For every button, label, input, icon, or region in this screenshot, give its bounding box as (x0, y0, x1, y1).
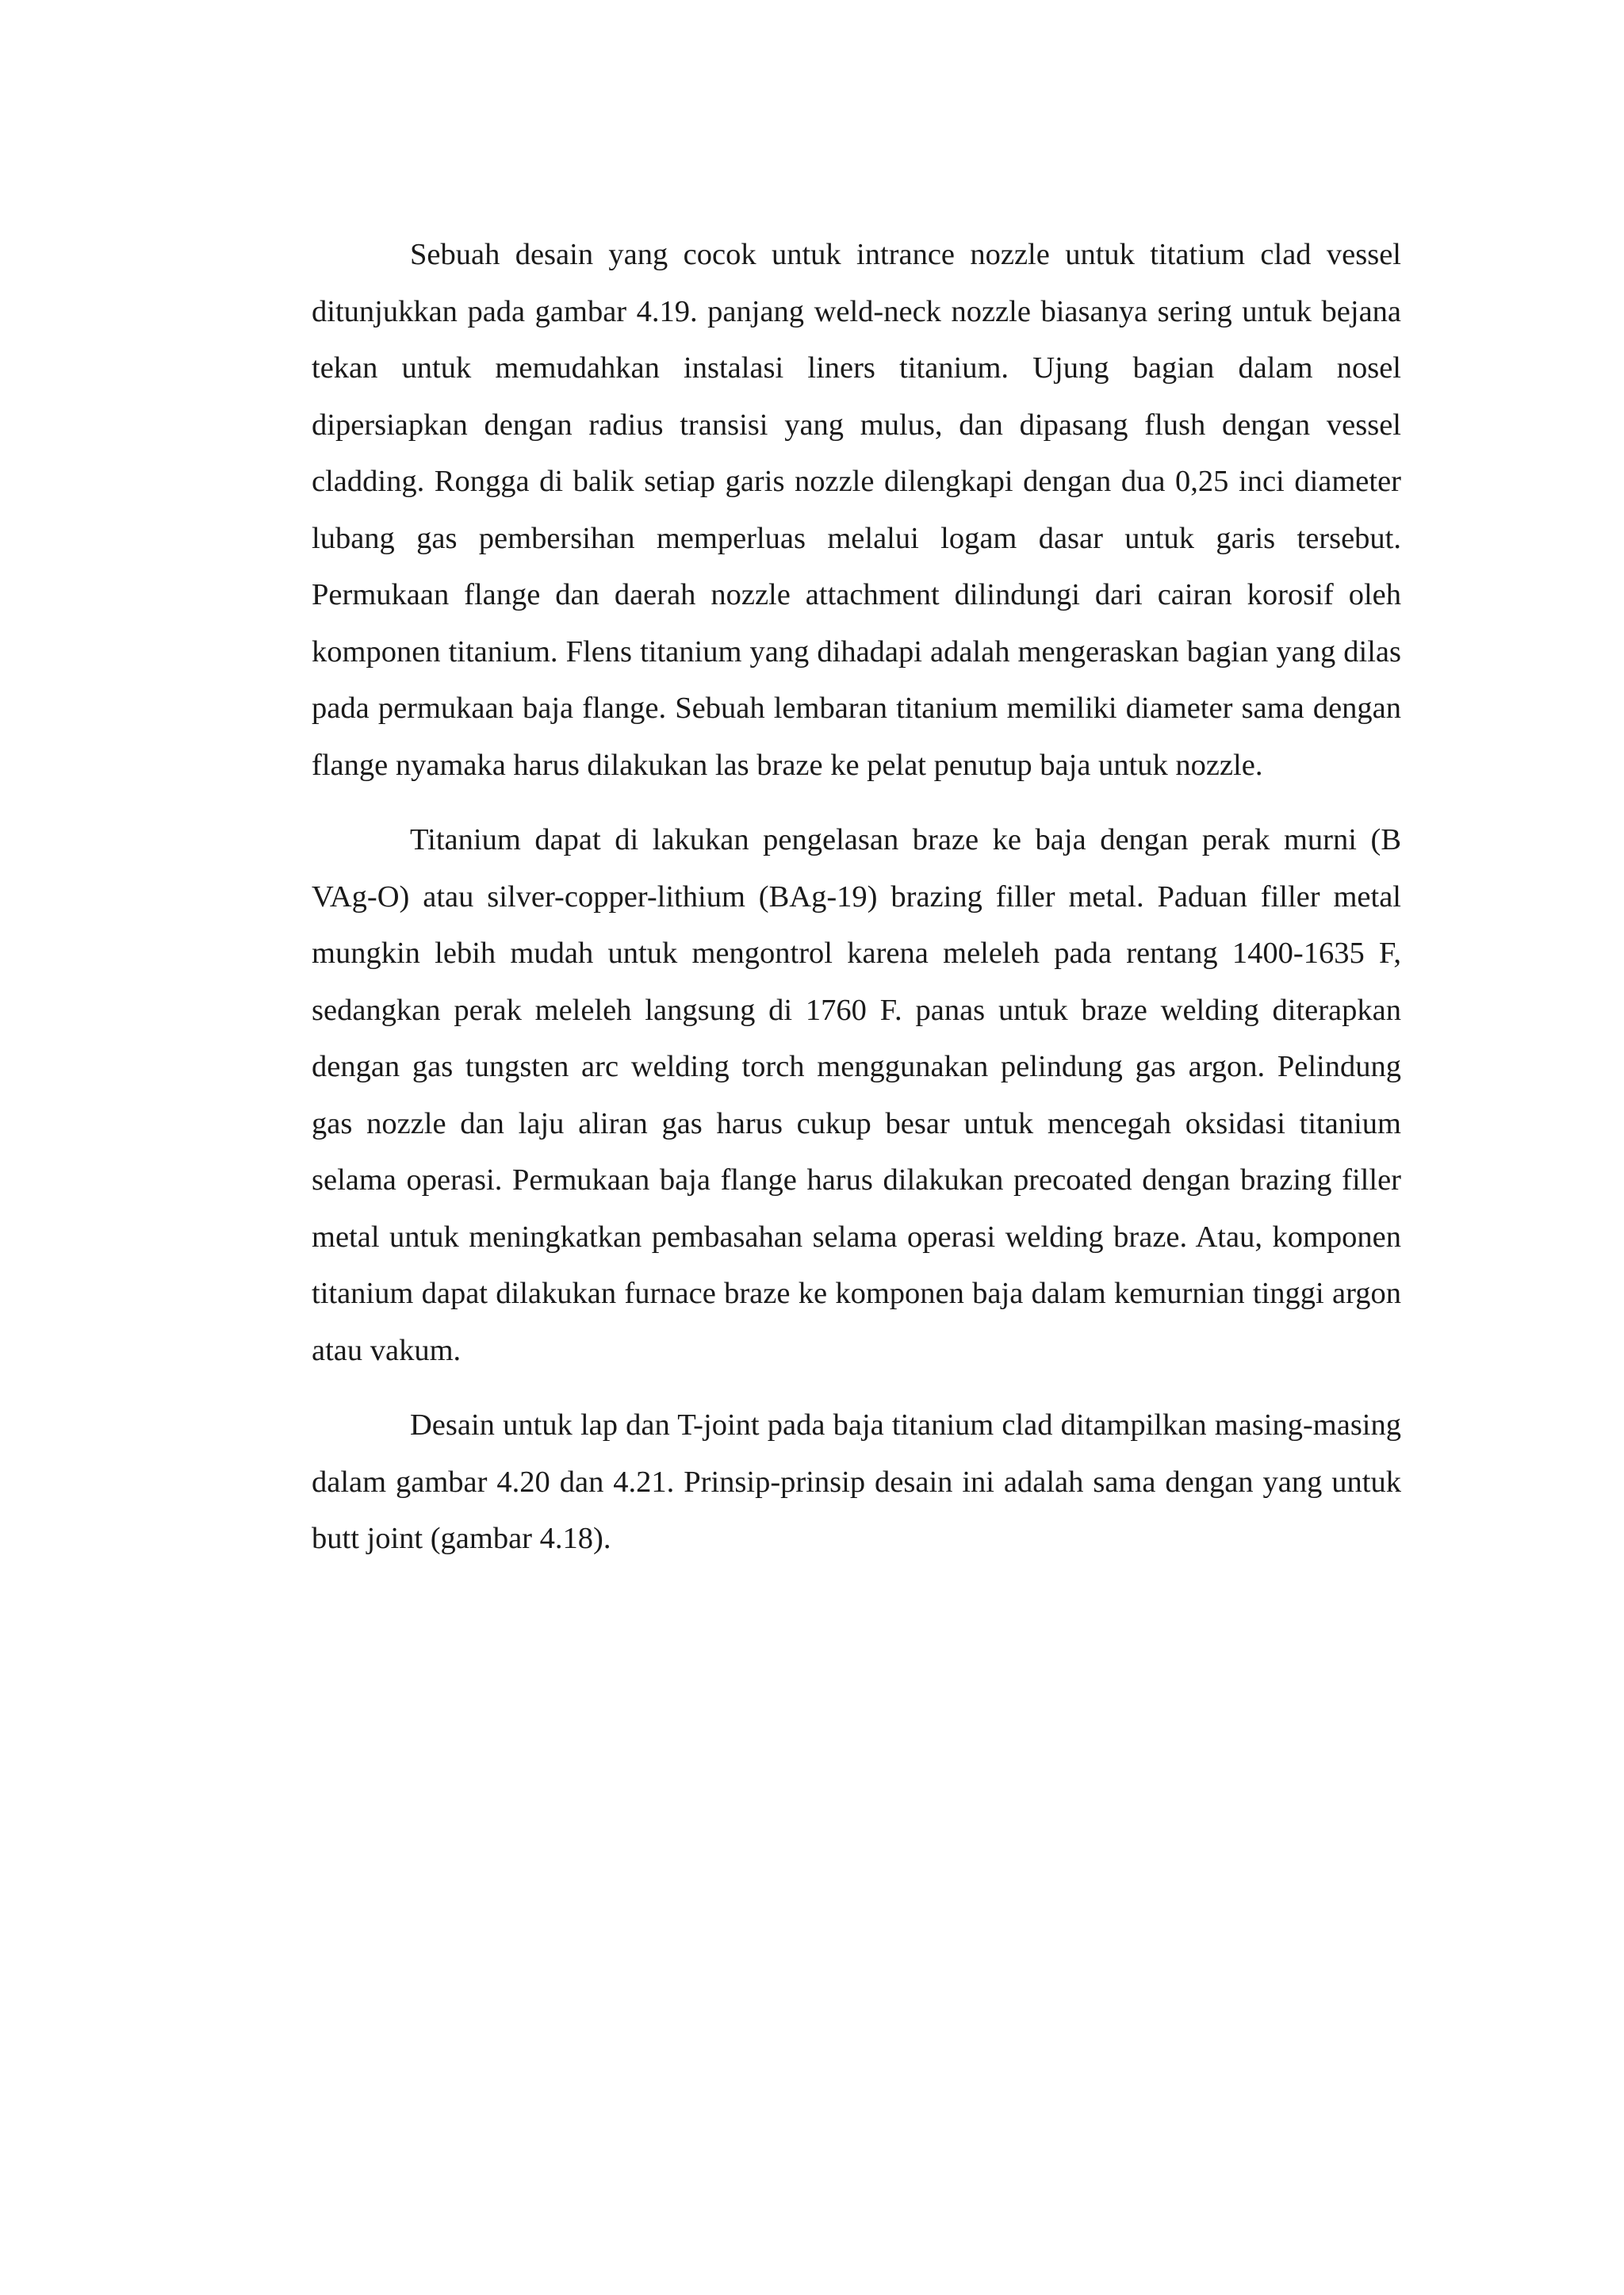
body-text (312, 227, 1401, 1568)
paragraph-1: Sebuah desain yang cocok untuk intrance nozzle untuk titatium clad vessel ditunjukkan pada gambar 4.19. panjang weld-neck nozzle biasanya sering untuk bejana tekan untuk memudahkan instalasi liners titanium. Ujung bagian dalam nosel dipersiapkan dengan radius transisi yang mulus, dan dipasang flush dengan vessel cladding. Rongga di balik setiap garis nozzle dilengkapi dengan dua 0,25 inci diameter lubang gas pembersihan memperluas melalui logam dasar untuk garis tersebut. Permukaan flange dan daerah nozzle attachment dilindungi dari cairan korosif oleh komponen titanium. Flens titanium yang dihadapi adalah mengeraskan bagian yang dilas pada permukaan baja flange. Sebuah lembaran titanium memiliki diameter sama dengan flange nyamaka harus dilakukan las braze ke pelat penutup baja untuk nozzle. (312, 238, 1401, 782)
paragraph-2: Titanium dapat di lakukan pengelasan braze ke baja dengan perak murni (B VAg-O) atau silver-copper-lithium (BAg-19) brazing filler metal. Paduan filler metal mungkin lebih mudah untuk mengontrol karena meleleh pada rentang 1400-1635 F, sedangkan perak meleleh langsung di 1760 F. panas untuk braze welding diterapkan dengan gas tungsten arc welding torch menggunakan pelindung gas argon. Pelindung gas nozzle dan laju aliran gas harus cukup besar untuk mencegah oksidasi titanium selama operasi. Permukaan baja flange harus dilakukan precoated dengan brazing filler metal untuk meningkatkan pembasahan selama operasi welding braze. Atau, komponen titanium dapat dilakukan furnace braze ke komponen baja dalam kemurnian tinggi argon atau vakum. (312, 823, 1401, 1367)
paragraph-3: Desain untuk lap dan T-joint pada baja titanium clad ditampilkan masing-masing dalam gambar 4.20 dan 4.21. Prinsip-prinsip desain ini adalah sama dengan yang untuk butt joint (gambar 4.18). (312, 1408, 1401, 1555)
